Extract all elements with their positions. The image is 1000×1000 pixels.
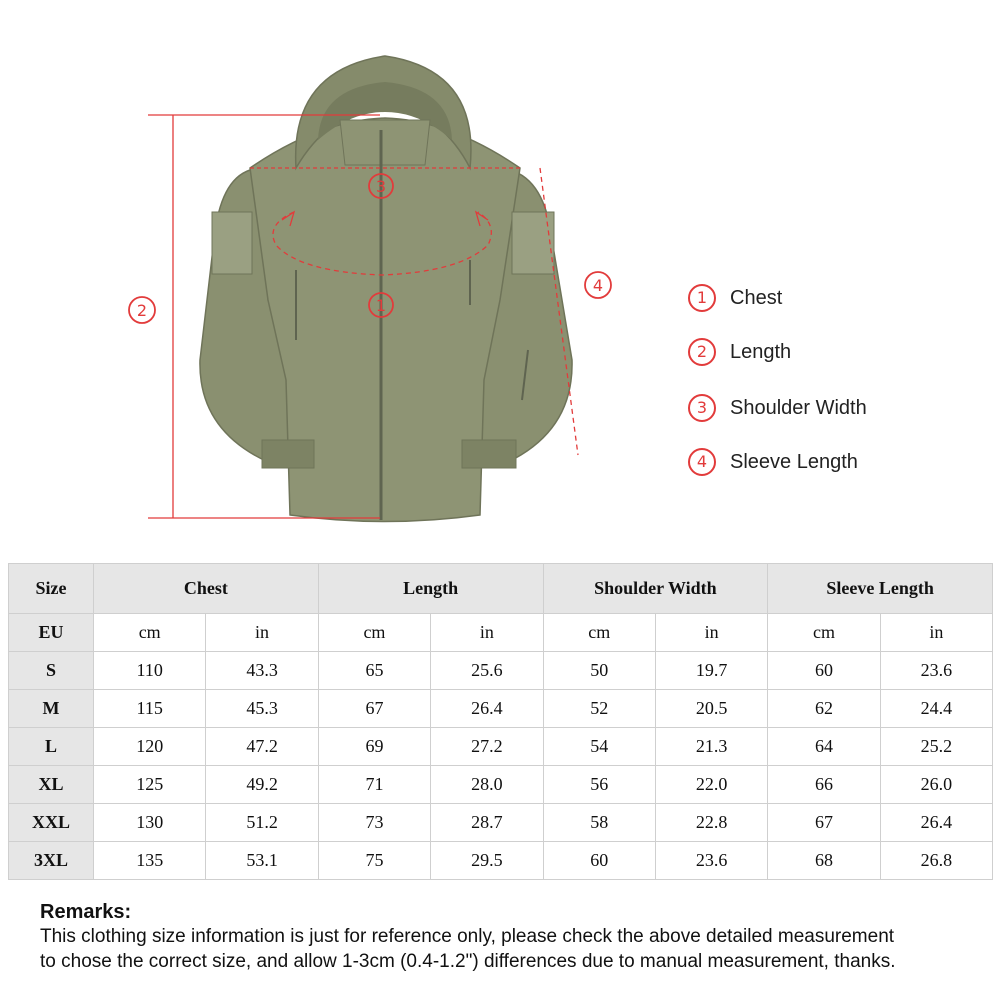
unit-cell: cm — [543, 614, 655, 652]
marker-number: 4 — [592, 276, 604, 295]
size-cell: S — [9, 652, 94, 690]
value-cell: 21.3 — [655, 728, 767, 766]
value-cell: 60 — [768, 652, 880, 690]
value-cell: 26.0 — [880, 766, 992, 804]
value-cell: 60 — [543, 842, 655, 880]
value-cell: 52 — [543, 690, 655, 728]
value-cell: 45.3 — [206, 690, 318, 728]
units-row — [9, 614, 993, 652]
legend-item-sleeve-length — [688, 448, 858, 476]
table-row — [9, 766, 993, 804]
value-cell: 65 — [318, 652, 430, 690]
measurement-marker-2 — [129, 297, 155, 323]
value-cell: 73 — [318, 804, 430, 842]
value-cell: 125 — [94, 766, 206, 804]
unit-cell: cm — [318, 614, 430, 652]
value-cell: 50 — [543, 652, 655, 690]
table-row — [9, 728, 993, 766]
value-cell: 53.1 — [206, 842, 318, 880]
value-cell: 51.2 — [206, 804, 318, 842]
value-cell: 26.4 — [431, 690, 543, 728]
value-cell: 20.5 — [655, 690, 767, 728]
value-cell: 67 — [768, 804, 880, 842]
value-cell: 43.3 — [206, 652, 318, 690]
value-cell: 58 — [543, 804, 655, 842]
value-cell: 26.8 — [880, 842, 992, 880]
value-cell: 64 — [768, 728, 880, 766]
legend-label: Shoulder Width — [730, 396, 867, 419]
value-cell: 26.4 — [880, 804, 992, 842]
value-cell: 135 — [94, 842, 206, 880]
remarks — [40, 900, 980, 974]
size-cell: XXL — [9, 804, 94, 842]
table-row — [9, 842, 993, 880]
value-cell: 56 — [543, 766, 655, 804]
table-header-row — [9, 564, 993, 614]
size-cell: 3XL — [9, 842, 94, 880]
marker-number: 3 — [375, 177, 387, 196]
unit-cell: in — [431, 614, 543, 652]
value-cell: 29.5 — [431, 842, 543, 880]
value-cell: 62 — [768, 690, 880, 728]
value-cell: 54 — [543, 728, 655, 766]
value-cell: 130 — [94, 804, 206, 842]
value-cell: 110 — [94, 652, 206, 690]
value-cell: 75 — [318, 842, 430, 880]
legend-label: Length — [730, 340, 792, 363]
legend-number: 2 — [688, 338, 716, 366]
unit-cell: in — [206, 614, 318, 652]
size-cell: XL — [9, 766, 94, 804]
legend-item-chest — [688, 284, 782, 312]
header-length: Length — [318, 564, 543, 614]
value-cell: 24.4 — [880, 690, 992, 728]
value-cell: 47.2 — [206, 728, 318, 766]
value-cell: 69 — [318, 728, 430, 766]
header-sleeve-length: Sleeve Length — [768, 564, 993, 614]
value-cell: 25.2 — [880, 728, 992, 766]
unit-cell: in — [880, 614, 992, 652]
table-row — [9, 690, 993, 728]
value-cell: 22.8 — [655, 804, 767, 842]
value-cell: 23.6 — [880, 652, 992, 690]
value-cell: 49.2 — [206, 766, 318, 804]
value-cell: 28.7 — [431, 804, 543, 842]
measurement-marker-4 — [585, 272, 611, 298]
legend-label: Chest — [730, 286, 783, 309]
header-size: Size — [9, 564, 94, 614]
legend-number: 4 — [688, 448, 716, 476]
unit-row-label: EU — [9, 614, 94, 652]
unit-cell: in — [655, 614, 767, 652]
value-cell: 28.0 — [431, 766, 543, 804]
value-cell: 66 — [768, 766, 880, 804]
value-cell: 67 — [318, 690, 430, 728]
legend-number: 1 — [688, 284, 716, 312]
table-row — [9, 652, 993, 690]
value-cell: 71 — [318, 766, 430, 804]
size-cell: M — [9, 690, 94, 728]
marker-number: 2 — [136, 301, 148, 320]
value-cell: 27.2 — [431, 728, 543, 766]
value-cell: 19.7 — [655, 652, 767, 690]
value-cell: 23.6 — [655, 842, 767, 880]
value-cell: 22.0 — [655, 766, 767, 804]
unit-cell: cm — [768, 614, 880, 652]
value-cell: 115 — [94, 690, 206, 728]
legend-label: Sleeve Length — [730, 450, 858, 473]
remarks-line-2: to chose the correct size, and allow 1-3cm (0.4-1.2") differences due to manual measurement, thanks. — [40, 951, 896, 972]
header-shoulder-width: Shoulder Width — [543, 564, 768, 614]
legend-item-length — [688, 338, 791, 366]
remarks-title: Remarks: — [40, 901, 132, 923]
value-cell: 25.6 — [431, 652, 543, 690]
legend-item-shoulder-width — [688, 394, 867, 422]
size-cell: L — [9, 728, 94, 766]
table-row — [9, 804, 993, 842]
remarks-line-1: This clothing size information is just for reference only, please check the above detailed measurement — [40, 926, 895, 947]
legend-number: 3 — [688, 394, 716, 422]
value-cell: 120 — [94, 728, 206, 766]
marker-number: 1 — [375, 296, 387, 315]
value-cell: 68 — [768, 842, 880, 880]
size-chart-table — [8, 563, 993, 880]
jacket-image — [200, 56, 572, 522]
unit-cell: cm — [94, 614, 206, 652]
header-chest: Chest — [94, 564, 319, 614]
